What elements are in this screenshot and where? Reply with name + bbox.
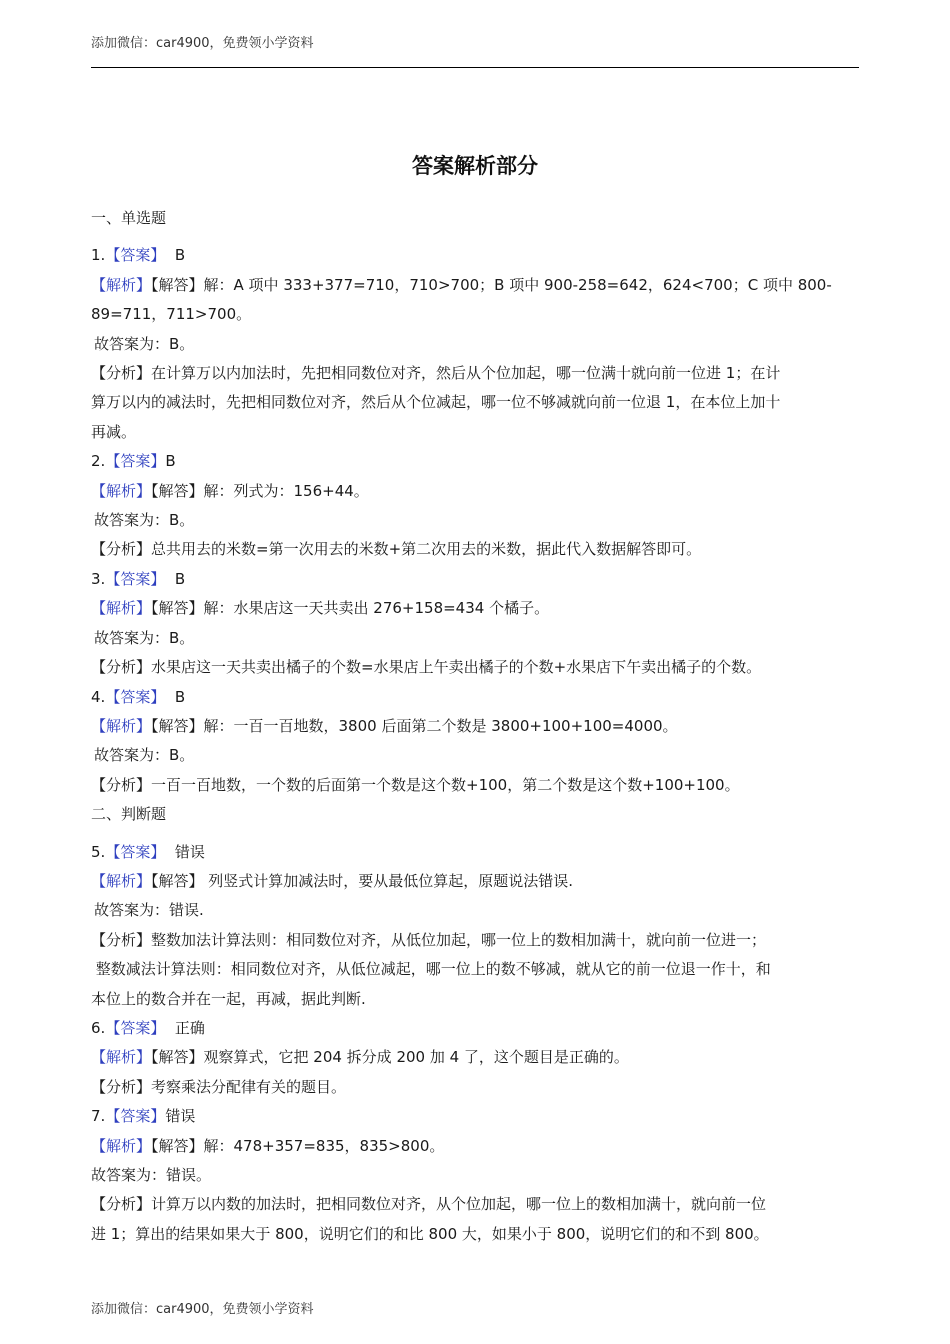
q4-answer-line (91, 683, 861, 712)
q2-answer: B (165, 452, 176, 471)
q7-analysis-line-1 (91, 1132, 861, 1161)
q1-answer-line (91, 241, 861, 270)
q7-jiexi-tag: 【解析】 (91, 1136, 152, 1155)
q7-solution-text-1: 【解答】解：478+357=835，835>800。 (151, 1136, 445, 1155)
q6-jiexi-tag: 【解析】 (91, 1048, 152, 1067)
q1-answer: B (165, 246, 186, 265)
q3-answer: B (165, 569, 186, 588)
q5-fenxi-3: 本位上的数合并在一起，再减，据此判断. (91, 989, 366, 1008)
q6-answer: 正确 (165, 1018, 205, 1037)
q1-solution-text-2: 89=711，711>700。 (91, 305, 252, 324)
q1-fenxi-3: 再减。 (91, 422, 137, 441)
page-footer-text: 添加微信：car4900，免费领小学资料 (91, 1302, 314, 1317)
page-header-text: 添加微信：car4900，免费领小学资料 (91, 36, 314, 51)
q2-solution-text-1: 【解答】解：列式为：156+44。 (151, 481, 369, 500)
q5-jiexi-tag: 【解析】 (91, 871, 152, 890)
q5-analysis-line-1 (91, 867, 861, 896)
q7-answer-tag: 【答案】 (105, 1107, 166, 1126)
q4-answer-tag: 【答案】 (105, 687, 166, 706)
header-divider (91, 67, 859, 68)
q6-fenxi-1: 【分析】考察乘法分配律有关的题目。 (91, 1077, 347, 1096)
q1-analysis-line-1 (91, 271, 861, 300)
q3-fenxi-1: 【分析】水果店这一天共卖出橘子的个数=水果店上午卖出橘子的个数+水果店下午卖出橘子的个数。 (91, 658, 762, 677)
q1-solution-text-1: 【解答】解：A 项中 333+377=710，710>700；B 项中 900-258=642，624<700；C 项中 800- (151, 275, 832, 294)
q7-fenxi-2: 进 1；算出的结果如果大于 800，说明它们的和比 800 大，如果小于 800，说明它们的和不到 800。 (91, 1224, 769, 1243)
section-heading-true-false: 二、判断题 (91, 805, 167, 824)
q1-jiexi-tag: 【解析】 (91, 275, 152, 294)
q3-solution-text-1: 【解答】解：水果店这一天共卖出 276+158=434 个橘子。 (151, 599, 550, 618)
q5-conclusion: 故答案为：错误. (94, 901, 204, 920)
q1-number: 1. (91, 246, 106, 265)
q2-answer-line (91, 447, 861, 476)
q4-analysis-line-1 (91, 712, 861, 741)
q5-fenxi-1: 【分析】整数加法计算法则：相同数位对齐，从低位加起，哪一位上的数相加满十，就向前一位进一； (91, 930, 767, 949)
q5-solution-text-1: 【解答】 列竖式计算加减法时，要从最低位算起，原题说法错误. (151, 871, 574, 890)
q4-conclusion: 故答案为：B。 (94, 746, 195, 765)
q1-fenxi-1: 【分析】在计算万以内加法时，先把相同数位对齐，然后从个位加起，哪一位满十就向前一位进 1；在计 (91, 364, 781, 383)
q2-conclusion: 故答案为：B。 (94, 511, 195, 530)
q1-fenxi-2: 算万以内的减法时，先把相同数位对齐，然后从个位减起，哪一位不够减就向前一位退 1，在本位上加十 (91, 393, 781, 412)
document-title: 答案解析部分 (412, 154, 538, 178)
q7-answer-line (91, 1102, 861, 1131)
q6-analysis-line-1 (91, 1043, 861, 1072)
q5-fenxi-2: 整数减法计算法则：相同数位对齐，从低位减起，哪一位上的数不够减，就从它的前一位退一作十，和 (91, 960, 771, 979)
q6-answer-line (91, 1014, 861, 1043)
q6-solution-text-1: 【解答】观察算式，它把 204 拆分成 200 加 4 了，这个题目是正确的。 (151, 1048, 629, 1067)
q5-answer-line (91, 838, 861, 867)
q3-answer-line (91, 565, 861, 594)
document-body (91, 204, 861, 1249)
q3-answer-tag: 【答案】 (105, 569, 166, 588)
q4-answer: B (165, 687, 186, 706)
q3-number: 3. (91, 569, 106, 588)
q2-number: 2. (91, 452, 106, 471)
q4-jiexi-tag: 【解析】 (91, 716, 152, 735)
q1-answer-tag: 【答案】 (105, 246, 166, 265)
q3-conclusion: 故答案为：B。 (94, 628, 195, 647)
q5-answer: 错误 (165, 842, 205, 861)
q2-analysis-line-1 (91, 477, 861, 506)
q4-number: 4. (91, 687, 106, 706)
q3-jiexi-tag: 【解析】 (91, 599, 152, 618)
q4-solution-text-1: 【解答】解：一百一百地数，3800 后面第二个数是 3800+100+100=4000。 (151, 716, 678, 735)
q5-answer-tag: 【答案】 (105, 842, 166, 861)
q1-conclusion: 故答案为：B。 (94, 334, 195, 353)
q7-number: 7. (91, 1107, 106, 1126)
q7-conclusion: 故答案为：错误。 (91, 1166, 212, 1184)
q7-fenxi-1: 【分析】计算万以内数的加法时，把相同数位对齐，从个位加起，哪一位上的数相加满十，就向前一位 (91, 1195, 767, 1214)
q4-fenxi-1: 【分析】一百一百地数，一个数的后面第一个数是这个数+100，第二个数是这个数+100+100。 (91, 775, 740, 794)
section-heading-single-choice: 一、单选题 (91, 209, 167, 227)
q6-number: 6. (91, 1018, 106, 1037)
q2-answer-tag: 【答案】 (105, 452, 166, 471)
q5-number: 5. (91, 842, 106, 861)
q6-answer-tag: 【答案】 (105, 1018, 166, 1037)
q7-answer: 错误 (165, 1107, 196, 1126)
q3-analysis-line-1 (91, 594, 861, 623)
q2-jiexi-tag: 【解析】 (91, 481, 152, 500)
q2-fenxi-1: 【分析】总共用去的米数=第一次用去的米数+第二次用去的米数，据此代入数据解答即可。 (91, 540, 702, 559)
